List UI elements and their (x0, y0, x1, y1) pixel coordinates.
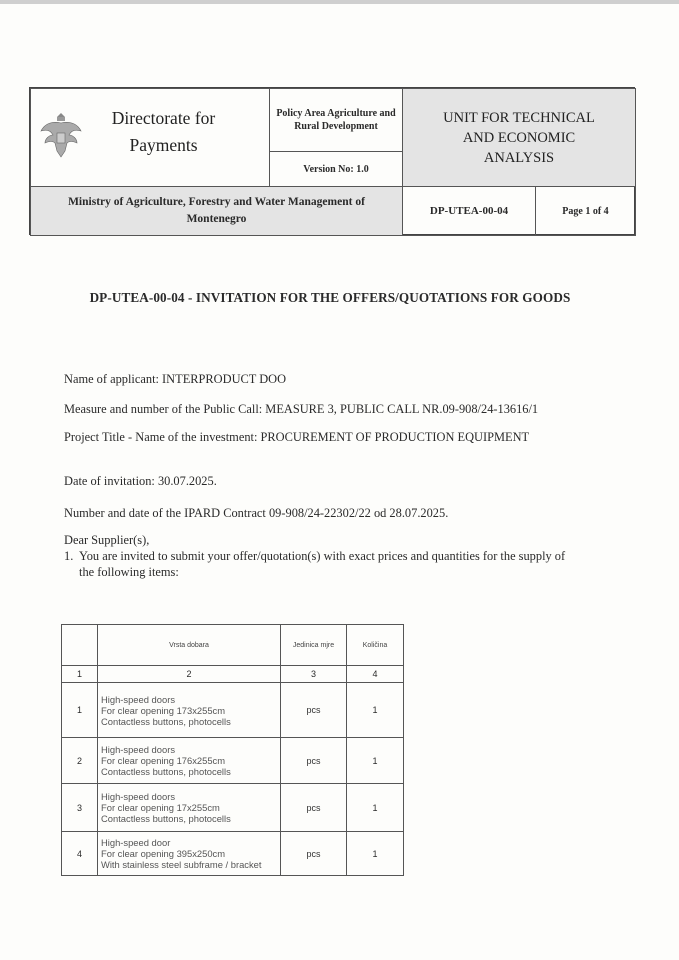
instruction-line-2: the following items: (79, 565, 179, 579)
row-number: 3 (62, 784, 98, 832)
row-quantity: 1 (347, 832, 404, 876)
index-cell: 3 (281, 666, 347, 683)
index-cell: 2 (98, 666, 281, 683)
index-cell: 1 (62, 666, 98, 683)
row-description (98, 784, 281, 832)
table-row (62, 784, 404, 832)
description-line: High-speed doors (101, 744, 176, 755)
table-header-row (62, 625, 404, 666)
row-description (98, 832, 281, 876)
directorate-title: Directorate for Payments (111, 108, 216, 155)
description-line: High-speed doors (101, 791, 176, 802)
row-quantity: 1 (347, 784, 404, 832)
montenegro-coat-of-arms-icon (39, 111, 83, 159)
header-quantity: Količina (347, 625, 404, 666)
contract-line: Number and date of the IPARD Contract 09-908/24-22302/22 od 28.07.2025. (64, 506, 449, 520)
table-index-row (62, 666, 404, 683)
index-cell: 4 (347, 666, 404, 683)
header-number (62, 625, 98, 666)
row-description (98, 683, 281, 738)
instruction-line-1: You are invited to submit your offer/quotation(s) with exact prices and quantities for the supply of (79, 549, 566, 563)
table-row (62, 738, 404, 784)
description-line: With stainless steel subframe / bracket (101, 859, 262, 870)
items-table (61, 624, 404, 876)
invitation-date-line: Date of invitation: 30.07.2025. (64, 474, 217, 488)
description-line: For clear opening 395x250cm (101, 848, 226, 859)
table-row (62, 683, 404, 738)
unit-cell: UNIT FOR TECHNICAL AND ECONOMIC ANALYSIS (402, 88, 636, 187)
doc-code-cell: DP-UTEA-00-04 (402, 186, 536, 236)
row-description (98, 738, 281, 784)
description-line: Contactless buttons, photocells (101, 813, 231, 824)
header-unit: Jedinica mjre (281, 625, 347, 666)
description-line: Contactless buttons, photocells (101, 766, 231, 777)
description-line: For clear opening 176x255cm (101, 755, 226, 766)
header-goods-type: Vrsta dobara (98, 625, 281, 666)
table-row (62, 832, 404, 876)
document-header (29, 87, 635, 235)
scan-top-edge (0, 0, 679, 4)
public-call-line: Measure and number of the Public Call: MEASURE 3, PUBLIC CALL NR.09-908/24-13616/1 (64, 402, 539, 416)
applicant-line: Name of applicant: INTERPRODUCT DOO (64, 372, 287, 386)
salutation: Dear Supplier(s), (64, 533, 150, 547)
row-unit: pcs (281, 738, 347, 784)
description-line: For clear opening 173x255cm (101, 704, 226, 716)
directorate-cell (30, 88, 270, 187)
project-title-line: Project Title - Name of the investment: PROCUREMENT OF PRODUCTION EQUIPMENT (64, 430, 530, 444)
description-line: For clear opening 17x255cm (101, 802, 220, 813)
page-number-cell: Page 1 of 4 (535, 186, 636, 236)
row-number: 2 (62, 738, 98, 784)
document-title: DP-UTEA-00-04 - INVITATION FOR THE OFFERS/QUOTATIONS FOR GOODS (89, 290, 571, 305)
ministry-cell: Ministry of Agriculture, Forestry and Water Management of Montenegro (30, 186, 403, 236)
row-number: 4 (62, 832, 98, 876)
row-unit: pcs (281, 683, 347, 738)
description-line: High-speed doors (101, 693, 176, 705)
row-quantity: 1 (347, 738, 404, 784)
description-line: High-speed door (101, 837, 171, 848)
description-line: Contactless buttons, photocells (101, 715, 231, 727)
row-unit: pcs (281, 784, 347, 832)
policy-area-cell: Policy Area Agriculture and Rural Development (269, 88, 403, 152)
instruction-number: 1. (64, 549, 74, 563)
row-unit: pcs (281, 832, 347, 876)
row-quantity: 1 (347, 683, 404, 738)
row-number: 1 (62, 683, 98, 738)
version-cell: Version No: 1.0 (269, 151, 403, 187)
